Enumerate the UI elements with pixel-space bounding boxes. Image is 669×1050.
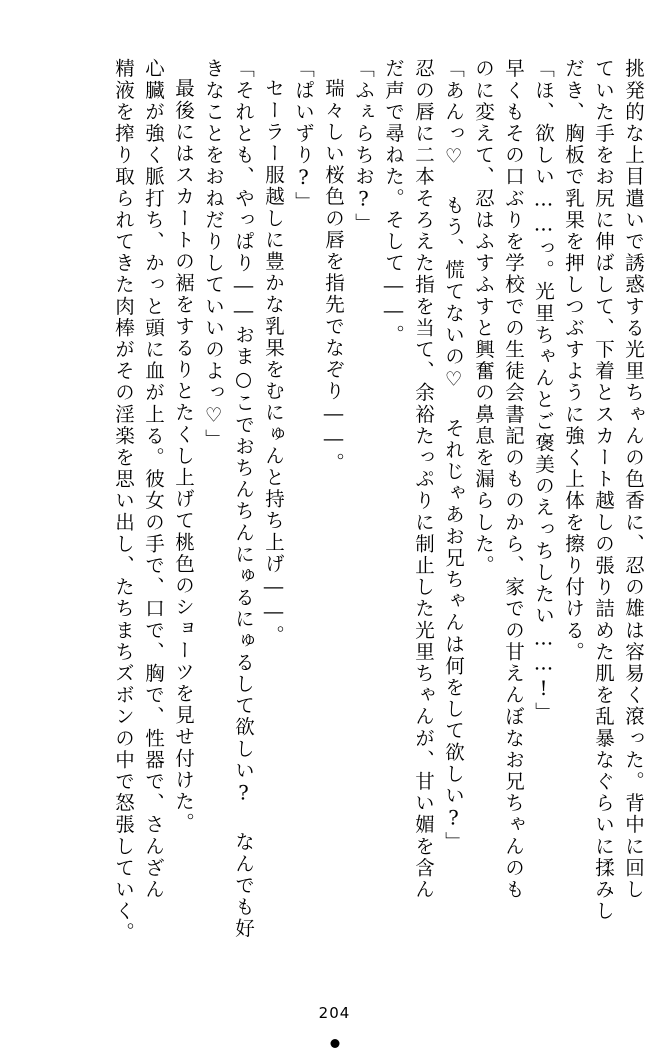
text-line: 「あんっ♡ もう、慌てないの♡ それじゃあお兄ちゃんは何をして欲しい?」 [442, 58, 465, 854]
text-line: 「ほ、欲しい……っ。光里ちゃんとご褒美のえっちしたい……!」 [532, 58, 555, 724]
text-line: だ声で尋ねた。そして――。 [382, 58, 405, 346]
bottom-dot-mark [330, 1039, 339, 1048]
text-line: 「それとも、やっぱり――おま○こでおちんちんにゅるにゅるして欲しい? なんでも好 [232, 58, 255, 940]
text-line: 「ぱいずり?」 [292, 58, 315, 213]
text-line: 最後にはスカートの裾をするりとたくし上げて桃色のショーツを見せ付けた。 [172, 78, 195, 834]
text-line: きなことをおねだりしていいのよっ♡」 [202, 58, 225, 451]
text-line: 忍の唇に二本そろえた指を当て、余裕たっぷりに制止した光里ちゃんが、甘い媚を含ん [412, 58, 435, 901]
text-line: 瑞々しい桜色の唇を指先でなぞり――。 [322, 78, 345, 474]
text-line: 早くもその口ぶりを学校での生徒会書記のものから、家での甘えんぼなお兄ちゃんのも [502, 58, 525, 901]
text-line: 精液を搾り取られてきた肉棒がその淫楽を思い出し、たちまちズボンの中で怒張していく。 [112, 58, 135, 944]
vertical-text-block [26, 58, 643, 983]
text-line: 挑発的な上目遣いで誘惑する光里ちゃんの色香に、忍の雄は容易く滾った。背中に回し [622, 58, 645, 901]
text-line: ていた手をお尻に伸ばして、下着とスカート越しの張り詰めた肌を乱暴なぐらいに揉みし [592, 58, 615, 922]
page-number: 204 [318, 1004, 351, 1022]
text-line: 「ふぇらちお?」 [352, 58, 375, 235]
text-line: だき、胸板で乳果を押しつぶすように強く上体を擦り付ける。 [562, 58, 585, 663]
text-line: 心臓が強く脈打ち、かっと頭に血が上る。彼女の手で、口で、胸で、性器で、さんざん [142, 58, 165, 901]
text-line: セーラー服越しに豊かな乳果をむにゅんと持ち上げ――。 [262, 78, 285, 647]
text-line: のに変えて、忍はふすふすと興奮の鼻息を漏らした。 [472, 58, 495, 577]
